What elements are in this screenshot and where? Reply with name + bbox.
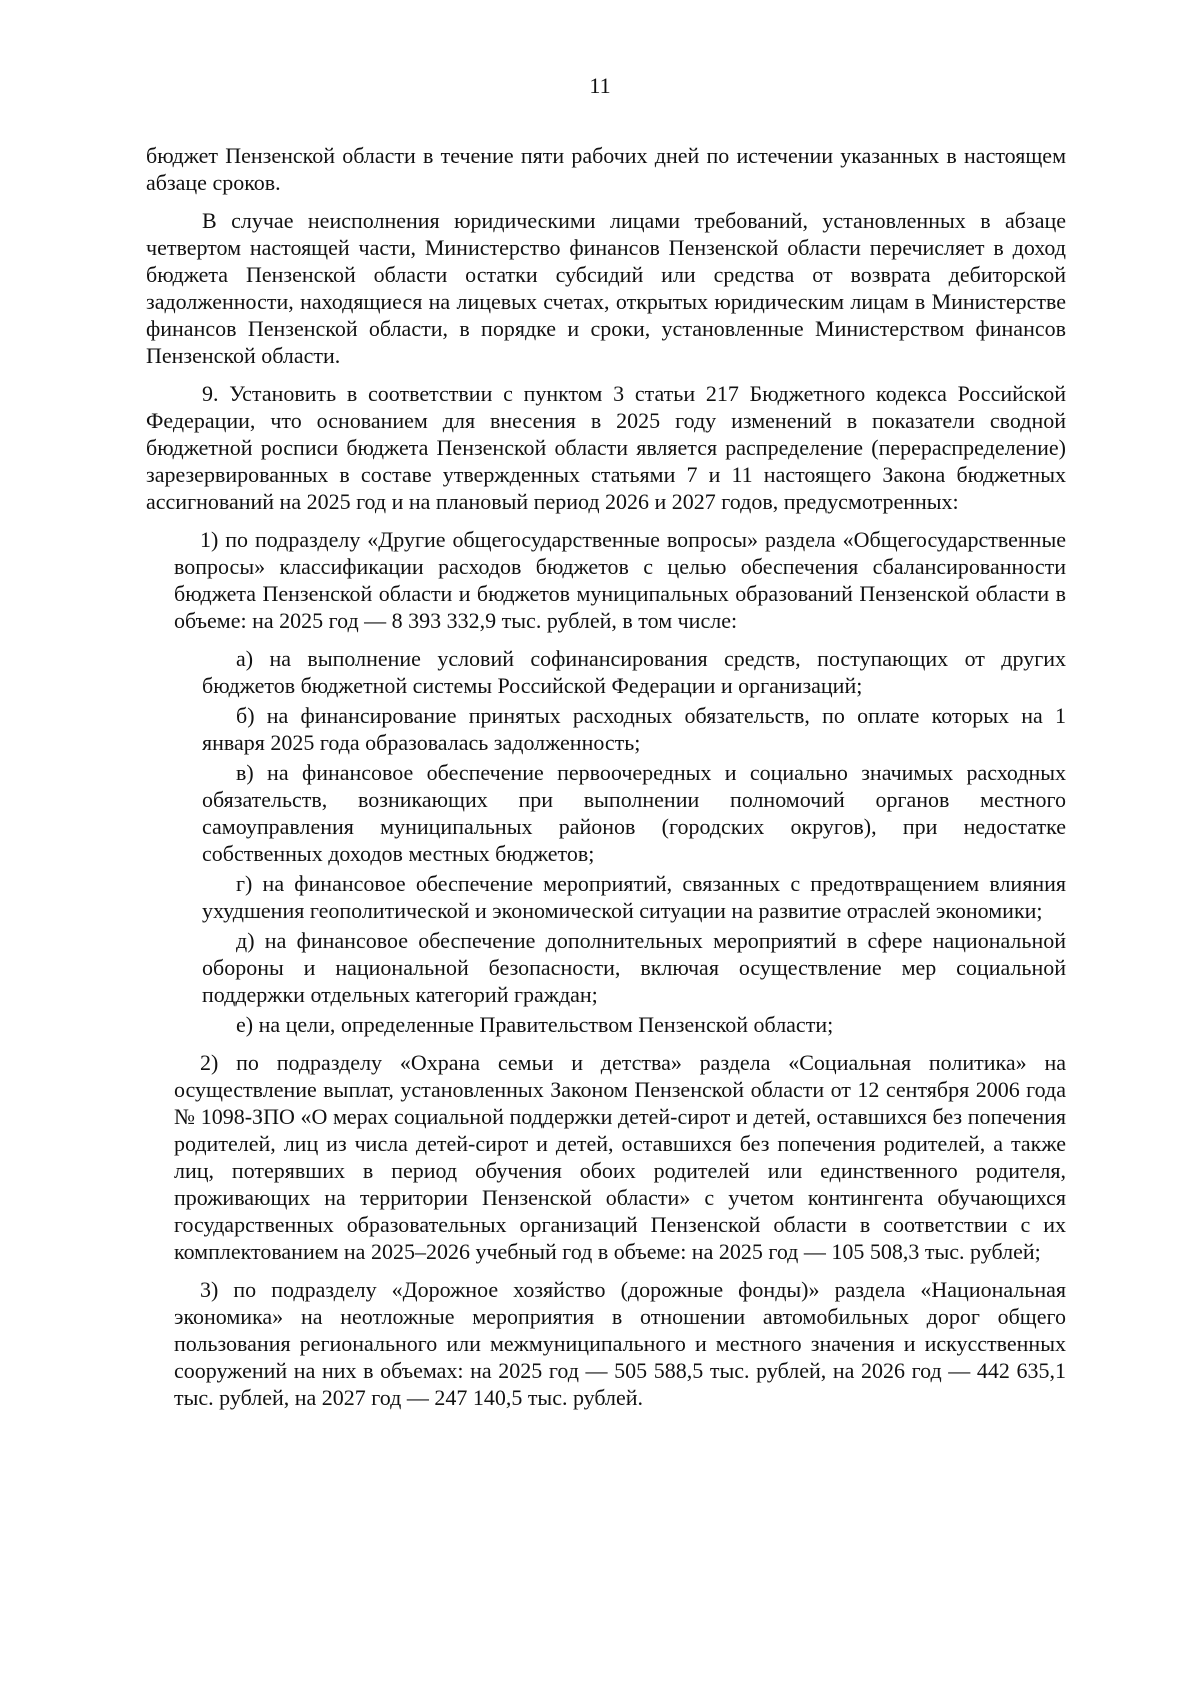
page-number: 11 — [589, 73, 611, 98]
list-item-1-block — [174, 526, 1066, 634]
list-item-2-block — [174, 1049, 1066, 1265]
list-item-3: 3) по подразделу «Дорожное хозяйство (дорожные фонды)» раздела «Национальная экономика» на неотложные мероприятия в отношении автомобильных дорог общего пользования регионального или межмуниципального и местного значения и искусственных сооружений на них в объемах: на 2025 год — 505 588,5 тыс. рублей, на 2026 год — 442 635,1 тыс. рублей, на 2027 год — 247 140,5 тыс. рублей. — [174, 1277, 1066, 1410]
list-item-2: 2) по подразделу «Охрана семьи и детства» раздела «Социальная политика» на осуществление выплат, установленных Законом Пензенской области от 12 сентября 2006 года № 1098-ЗПО «О мерах социальной поддержки детей-сирот и детей, оставшихся без попечения родителей, лиц из числа детей-сирот и детей, оставшихся без попечения родителей, а также лиц, потерявших в период обучения обоих родителей или единственного родителя, проживающих на территории Пензенской области» с учетом контингента обучающихся государственных образовательных организаций Пензенской области в соответствии с их комплектованием на 2025–2026 учебный год в объеме: на 2025 год — 105 508,3 тыс. рублей; — [174, 1050, 1066, 1264]
sub-item-e: е) на цели, определенные Правительством Пензенской области; — [236, 1012, 834, 1037]
sub-item-g: г) на финансовое обеспечение мероприятий, связанных с предотвращением влияния ухудшения геополитической и экономической ситуации на развитие отраслей экономики; — [202, 871, 1066, 923]
sub-item-d: д) на финансовое обеспечение дополнительных мероприятий в сфере национальной обороны и национальной безопасности, включая осуществление мер социальной поддержки отдельных категорий граждан; — [202, 928, 1066, 1007]
document-body — [146, 142, 1066, 1422]
paragraph-non-fulfillment: В случае неисполнения юридическими лицами требований, установленных в абзаце четвертом настоящей части, Министерство финансов Пензенской области перечисляет в доход бюджета Пензенской области остатки субсидий или средства от возврата дебиторской задолженности, находящиеся на лицевых счетах, открытых юридическим лицам в Министерстве финансов Пензенской области, в порядке и сроки, установленные Министерством финансов Пензенской области. — [146, 208, 1066, 368]
paragraph-item-9: 9. Установить в соответствии с пунктом 3 статьи 217 Бюджетного кодекса Российской Федерации, что основанием для внесения в 2025 году изменений в показатели сводной бюджетной росписи бюджета Пензенской области является распределение (перераспределение) зарезервированных в составе утвержденных статьями 7 и 11 настоящего Закона бюджетных ассигнований на 2025 год и на плановый период 2026 и 2027 годов, предусмотренных: — [146, 381, 1066, 514]
sub-item-b: б) на финансирование принятых расходных обязательств, по оплате которых на 1 января 2025 года образовалась задолженность; — [202, 703, 1066, 755]
sub-item-v: в) на финансовое обеспечение первоочередных и социально значимых расходных обязательств, возникающих при выполнении полномочий органов местного самоуправления муниципальных районов (городских округов), при недостатке собственных доходов местных бюджетов; — [202, 760, 1066, 866]
paragraph-continuation: бюджет Пензенской области в течение пяти рабочих дней по истечении указанных в настоящем абзаце сроков. — [146, 143, 1066, 195]
sub-list — [202, 645, 1066, 1038]
list-item-3-block — [174, 1276, 1066, 1411]
list-item-1: 1) по подразделу «Другие общегосударственные вопросы» раздела «Общегосударственные вопросы» классификации расходов бюджетов с целью обеспечения сбалансированности бюджета Пензенской области и бюджетов муниципальных образований Пензенской области в объеме: на 2025 год — 8 393 332,9 тыс. рублей, в том числе: — [174, 527, 1066, 633]
sub-item-a: а) на выполнение условий софинансирования средств, поступающих от других бюджетов бюджетной системы Российской Федерации и организаций; — [202, 646, 1066, 698]
